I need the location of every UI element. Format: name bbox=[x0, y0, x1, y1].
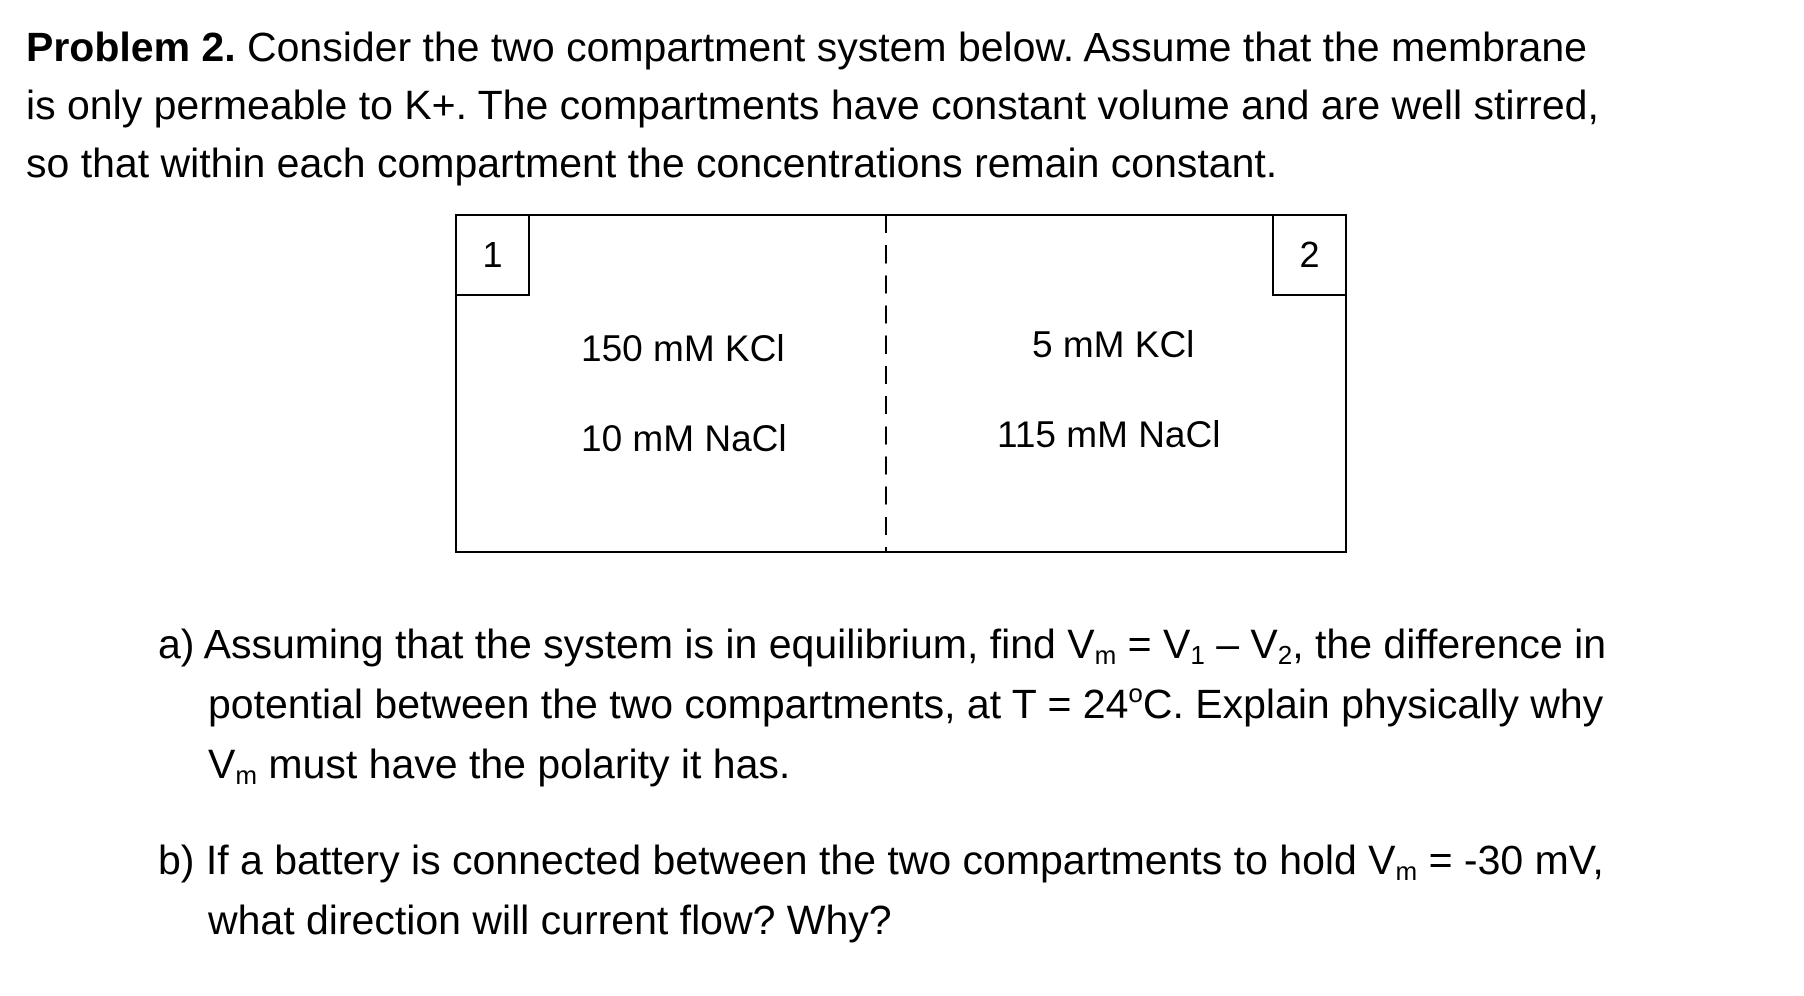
compartment-2-nacl: 115 mM NaCl bbox=[997, 414, 1221, 455]
subscript-1: 1 bbox=[1190, 640, 1205, 670]
compartment-1-label: 1 bbox=[455, 214, 530, 296]
part-a-text: must have the polarity it has. bbox=[257, 741, 791, 787]
degree-superscript: o bbox=[1128, 678, 1143, 708]
part-b-marker: b) bbox=[158, 837, 195, 883]
subscript-m: m bbox=[235, 760, 258, 790]
part-b-line-1 bbox=[158, 830, 1788, 890]
compartment-1-nacl: 10 mM NaCl bbox=[581, 418, 787, 459]
part-a-marker: a) bbox=[158, 621, 195, 667]
intro-line-3: so that within each compartment the concentrations remain constant. bbox=[26, 140, 1278, 186]
part-a-text: = V bbox=[1116, 621, 1191, 667]
part-a-text: V bbox=[208, 741, 236, 787]
subscript-2: 2 bbox=[1277, 640, 1293, 670]
subscript-m: m bbox=[1094, 640, 1117, 670]
intro-line-1 bbox=[26, 18, 1786, 76]
subscript-m: m bbox=[1395, 856, 1418, 886]
compartment-2-label: 2 bbox=[1272, 214, 1347, 296]
part-b-text: = -30 mV, bbox=[1417, 837, 1604, 883]
question-part-a bbox=[158, 614, 1788, 794]
membrane-dashed-line bbox=[885, 216, 887, 551]
problem-intro bbox=[26, 18, 1786, 192]
part-b-line-2: what direction will current flow? Why? bbox=[208, 897, 892, 943]
compartment-1-kcl: 150 mM KCl bbox=[581, 328, 785, 369]
part-a-text: Assuming that the system is in equilibrium, find V bbox=[194, 621, 1095, 667]
question-part-b bbox=[158, 830, 1788, 950]
intro-line-2: is only permeable to K+. The compartments have constant volume and are well stirred, bbox=[26, 82, 1599, 128]
part-a-line-2 bbox=[158, 674, 1788, 734]
intro-text-1: Consider the two compartment system below. Assume that the membrane bbox=[235, 24, 1587, 70]
part-a-text: potential between the two compartments, at T = 24 bbox=[208, 681, 1129, 727]
part-b-text: If a battery is connected between the two compartments to hold V bbox=[194, 837, 1396, 883]
part-a-line-1 bbox=[158, 614, 1788, 674]
part-a-text: , the difference in bbox=[1292, 621, 1607, 667]
problem-heading: Problem 2. bbox=[26, 24, 236, 70]
part-a-text: C. Explain physically why bbox=[1142, 681, 1604, 727]
compartment-diagram bbox=[455, 214, 1347, 553]
part-a-text: – V bbox=[1204, 621, 1278, 667]
compartment-2-kcl: 5 mM KCl bbox=[1032, 324, 1195, 365]
part-a-line-3 bbox=[158, 734, 1788, 794]
